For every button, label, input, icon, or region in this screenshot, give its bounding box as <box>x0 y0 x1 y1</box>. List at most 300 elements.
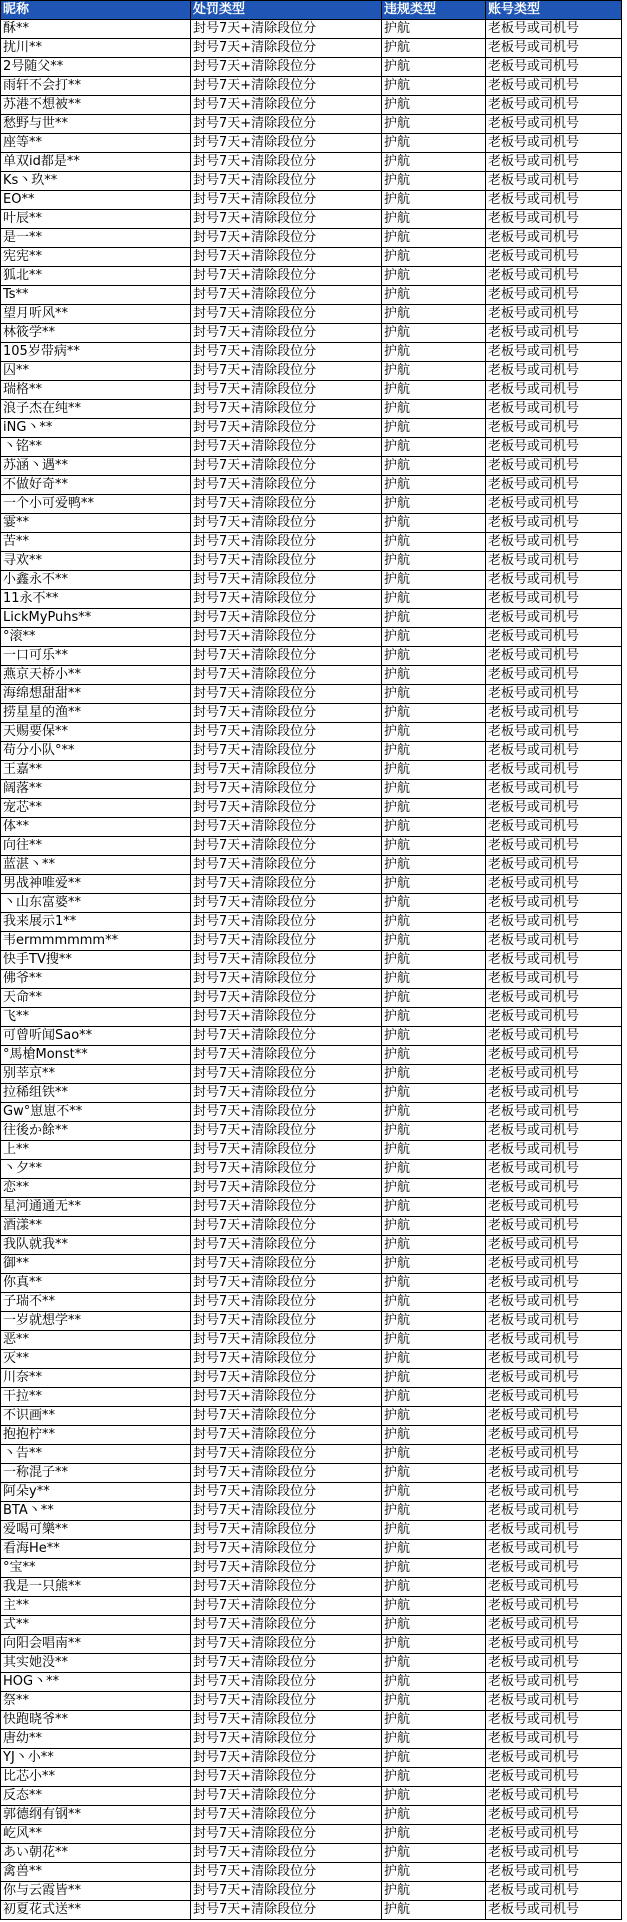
table-row <box>1 704 622 723</box>
cell-violation-type: 护航 <box>382 742 486 761</box>
cell-penalty-type: 封号7天+清除段位分 <box>191 1046 382 1065</box>
cell-violation-type: 护航 <box>382 1236 486 1255</box>
cell-account-type: 老板号或司机号 <box>486 1369 622 1388</box>
cell-violation-type: 护航 <box>382 571 486 590</box>
cell-account-type: 老板号或司机号 <box>486 1502 622 1521</box>
cell-penalty-type: 封号7天+清除段位分 <box>191 1578 382 1597</box>
cell-account-type: 老板号或司机号 <box>486 1540 622 1559</box>
cell-account-type: 老板号或司机号 <box>486 1122 622 1141</box>
cell-penalty-type: 封号7天+清除段位分 <box>191 799 382 818</box>
header-row <box>1 1 622 20</box>
cell-nickname: 看海He** <box>1 1540 191 1559</box>
cell-violation-type: 护航 <box>382 1293 486 1312</box>
cell-penalty-type: 封号7天+清除段位分 <box>191 932 382 951</box>
cell-violation-type: 护航 <box>382 704 486 723</box>
cell-account-type: 老板号或司机号 <box>486 723 622 742</box>
table-row <box>1 1369 622 1388</box>
cell-violation-type: 护航 <box>382 267 486 286</box>
table-row <box>1 1274 622 1293</box>
cell-account-type: 老板号或司机号 <box>486 1559 622 1578</box>
table-row <box>1 1426 622 1445</box>
cell-penalty-type: 封号7天+清除段位分 <box>191 1293 382 1312</box>
table-row <box>1 1521 622 1540</box>
cell-nickname: °滚** <box>1 628 191 647</box>
table-row <box>1 647 622 666</box>
cell-nickname: 恶** <box>1 1331 191 1350</box>
table-row <box>1 1768 622 1787</box>
cell-penalty-type: 封号7天+清除段位分 <box>191 951 382 970</box>
cell-penalty-type: 封号7天+清除段位分 <box>191 1882 382 1901</box>
cell-penalty-type: 封号7天+清除段位分 <box>191 305 382 324</box>
cell-penalty-type: 封号7天+清除段位分 <box>191 837 382 856</box>
cell-account-type: 老板号或司机号 <box>486 552 622 571</box>
cell-nickname: 反态** <box>1 1787 191 1806</box>
cell-account-type: 老板号或司机号 <box>486 875 622 894</box>
cell-violation-type: 护航 <box>382 1806 486 1825</box>
table-row <box>1 1483 622 1502</box>
cell-nickname: °馬槍Monst** <box>1 1046 191 1065</box>
table-row <box>1 514 622 533</box>
cell-violation-type: 护航 <box>382 286 486 305</box>
cell-nickname: 酥** <box>1 20 191 39</box>
cell-penalty-type: 封号7天+清除段位分 <box>191 419 382 438</box>
cell-penalty-type: 封号7天+清除段位分 <box>191 438 382 457</box>
cell-violation-type: 护航 <box>382 305 486 324</box>
cell-violation-type: 护航 <box>382 1635 486 1654</box>
cell-violation-type: 护航 <box>382 1426 486 1445</box>
cell-nickname: EO** <box>1 191 191 210</box>
cell-violation-type: 护航 <box>382 1768 486 1787</box>
cell-violation-type: 护航 <box>382 1122 486 1141</box>
table-row <box>1 1046 622 1065</box>
cell-violation-type: 护航 <box>382 1103 486 1122</box>
cell-violation-type: 护航 <box>382 894 486 913</box>
table-row <box>1 343 622 362</box>
cell-violation-type: 护航 <box>382 780 486 799</box>
cell-violation-type: 护航 <box>382 1597 486 1616</box>
cell-account-type: 老板号或司机号 <box>486 837 622 856</box>
cell-account-type: 老板号或司机号 <box>486 419 622 438</box>
cell-violation-type: 护航 <box>382 438 486 457</box>
cell-penalty-type: 封号7天+清除段位分 <box>191 58 382 77</box>
cell-violation-type: 护航 <box>382 210 486 229</box>
table-row <box>1 39 622 58</box>
cell-violation-type: 护航 <box>382 1654 486 1673</box>
cell-account-type: 老板号或司机号 <box>486 970 622 989</box>
cell-violation-type: 护航 <box>382 1844 486 1863</box>
cell-account-type: 老板号或司机号 <box>486 153 622 172</box>
cell-penalty-type: 封号7天+清除段位分 <box>191 1407 382 1426</box>
table-row <box>1 457 622 476</box>
cell-nickname: 屹风** <box>1 1825 191 1844</box>
table-row <box>1 685 622 704</box>
cell-nickname: 恋** <box>1 1179 191 1198</box>
cell-violation-type: 护航 <box>382 1559 486 1578</box>
cell-nickname: 你真** <box>1 1274 191 1293</box>
cell-penalty-type: 封号7天+清除段位分 <box>191 1863 382 1882</box>
cell-violation-type: 护航 <box>382 457 486 476</box>
cell-account-type: 老板号或司机号 <box>486 685 622 704</box>
cell-violation-type: 护航 <box>382 723 486 742</box>
cell-account-type: 老板号或司机号 <box>486 533 622 552</box>
cell-penalty-type: 封号7天+清除段位分 <box>191 1654 382 1673</box>
cell-violation-type: 护航 <box>382 362 486 381</box>
cell-nickname: 一口可乐** <box>1 647 191 666</box>
cell-violation-type: 护航 <box>382 970 486 989</box>
cell-account-type: 老板号或司机号 <box>486 381 622 400</box>
cell-violation-type: 护航 <box>382 1483 486 1502</box>
cell-account-type: 老板号或司机号 <box>486 1692 622 1711</box>
table-row <box>1 1673 622 1692</box>
cell-penalty-type: 封号7天+清除段位分 <box>191 571 382 590</box>
cell-nickname: 单双id都是** <box>1 153 191 172</box>
table-row <box>1 856 622 875</box>
table-row <box>1 666 622 685</box>
cell-account-type: 老板号或司机号 <box>486 780 622 799</box>
cell-account-type: 老板号或司机号 <box>486 58 622 77</box>
cell-nickname: 105岁带病** <box>1 343 191 362</box>
cell-account-type: 老板号或司机号 <box>486 666 622 685</box>
cell-nickname: 霎** <box>1 514 191 533</box>
cell-account-type: 老板号或司机号 <box>486 1597 622 1616</box>
cell-account-type: 老板号或司机号 <box>486 1483 622 1502</box>
cell-penalty-type: 封号7天+清除段位分 <box>191 704 382 723</box>
cell-nickname: 愁野与世** <box>1 115 191 134</box>
table-row <box>1 229 622 248</box>
cell-violation-type: 护航 <box>382 1084 486 1103</box>
cell-nickname: 小鑫永不** <box>1 571 191 590</box>
cell-nickname: 佛爷** <box>1 970 191 989</box>
cell-violation-type: 护航 <box>382 799 486 818</box>
table-row <box>1 1654 622 1673</box>
cell-nickname: 宠芯** <box>1 799 191 818</box>
cell-nickname: 11永不** <box>1 590 191 609</box>
cell-nickname: iNG丶** <box>1 419 191 438</box>
cell-nickname: 扰川** <box>1 39 191 58</box>
cell-nickname: 阔落** <box>1 780 191 799</box>
cell-nickname: 干拉** <box>1 1388 191 1407</box>
cell-nickname: HOG丶** <box>1 1673 191 1692</box>
table-row <box>1 1825 622 1844</box>
cell-account-type: 老板号或司机号 <box>486 1160 622 1179</box>
table-row <box>1 476 622 495</box>
table-row <box>1 191 622 210</box>
cell-account-type: 老板号或司机号 <box>486 115 622 134</box>
cell-nickname: 御** <box>1 1255 191 1274</box>
cell-penalty-type: 封号7天+清除段位分 <box>191 1445 382 1464</box>
cell-nickname: 丶铭** <box>1 438 191 457</box>
cell-violation-type: 护航 <box>382 1540 486 1559</box>
cell-nickname: 抱抱柠** <box>1 1426 191 1445</box>
table-row <box>1 324 622 343</box>
cell-violation-type: 护航 <box>382 552 486 571</box>
cell-violation-type: 护航 <box>382 1749 486 1768</box>
cell-penalty-type: 封号7天+清除段位分 <box>191 1160 382 1179</box>
table-row <box>1 1388 622 1407</box>
cell-penalty-type: 封号7天+清除段位分 <box>191 1692 382 1711</box>
cell-penalty-type: 封号7天+清除段位分 <box>191 476 382 495</box>
table-row <box>1 951 622 970</box>
cell-nickname: 座等** <box>1 134 191 153</box>
table-row <box>1 1730 622 1749</box>
cell-account-type: 老板号或司机号 <box>486 210 622 229</box>
table-row <box>1 1255 622 1274</box>
cell-account-type: 老板号或司机号 <box>486 39 622 58</box>
table-row <box>1 1882 622 1901</box>
cell-penalty-type: 封号7天+清除段位分 <box>191 1730 382 1749</box>
cell-penalty-type: 封号7天+清除段位分 <box>191 1312 382 1331</box>
cell-nickname: 男战神唯爱** <box>1 875 191 894</box>
cell-nickname: 酒漾** <box>1 1217 191 1236</box>
table-row <box>1 20 622 39</box>
cell-nickname: 祭** <box>1 1692 191 1711</box>
cell-nickname: 星河通通无** <box>1 1198 191 1217</box>
table-row <box>1 989 622 1008</box>
cell-penalty-type: 封号7天+清除段位分 <box>191 1255 382 1274</box>
cell-nickname: LickMyPuhs** <box>1 609 191 628</box>
cell-penalty-type: 封号7天+清除段位分 <box>191 1198 382 1217</box>
table-row <box>1 210 622 229</box>
cell-nickname: 灭** <box>1 1350 191 1369</box>
cell-nickname: YJ丶小** <box>1 1749 191 1768</box>
table-row <box>1 58 622 77</box>
cell-penalty-type: 封号7天+清除段位分 <box>191 1084 382 1103</box>
cell-account-type: 老板号或司机号 <box>486 1027 622 1046</box>
cell-nickname: 蓝湛丶** <box>1 856 191 875</box>
cell-violation-type: 护航 <box>382 761 486 780</box>
table-row <box>1 1065 622 1084</box>
cell-account-type: 老板号或司机号 <box>486 1236 622 1255</box>
cell-account-type: 老板号或司机号 <box>486 894 622 913</box>
cell-violation-type: 护航 <box>382 1141 486 1160</box>
table-row <box>1 1179 622 1198</box>
cell-violation-type: 护航 <box>382 134 486 153</box>
cell-account-type: 老板号或司机号 <box>486 1198 622 1217</box>
table-row <box>1 1806 622 1825</box>
cell-account-type: 老板号或司机号 <box>486 286 622 305</box>
table-row <box>1 1863 622 1882</box>
cell-penalty-type: 封号7天+清除段位分 <box>191 875 382 894</box>
cell-penalty-type: 封号7天+清除段位分 <box>191 1179 382 1198</box>
cell-nickname: 叶辰** <box>1 210 191 229</box>
cell-violation-type: 护航 <box>382 1578 486 1597</box>
cell-penalty-type: 封号7天+清除段位分 <box>191 1540 382 1559</box>
cell-nickname: 主** <box>1 1597 191 1616</box>
header-violation-type: 违规类型 <box>382 1 486 20</box>
cell-violation-type: 护航 <box>382 1350 486 1369</box>
cell-account-type: 老板号或司机号 <box>486 20 622 39</box>
table-row <box>1 761 622 780</box>
cell-penalty-type: 封号7天+清除段位分 <box>191 267 382 286</box>
table-row <box>1 362 622 381</box>
cell-violation-type: 护航 <box>382 1217 486 1236</box>
cell-nickname: 狐北** <box>1 267 191 286</box>
cell-penalty-type: 封号7天+清除段位分 <box>191 1065 382 1084</box>
cell-nickname: 其实她没** <box>1 1654 191 1673</box>
cell-penalty-type: 封号7天+清除段位分 <box>191 1350 382 1369</box>
cell-violation-type: 护航 <box>382 818 486 837</box>
cell-penalty-type: 封号7天+清除段位分 <box>191 685 382 704</box>
cell-account-type: 老板号或司机号 <box>486 1825 622 1844</box>
cell-account-type: 老板号或司机号 <box>486 799 622 818</box>
cell-account-type: 老板号或司机号 <box>486 628 622 647</box>
cell-account-type: 老板号或司机号 <box>486 818 622 837</box>
cell-nickname: 海绵想甜甜** <box>1 685 191 704</box>
cell-account-type: 老板号或司机号 <box>486 248 622 267</box>
cell-account-type: 老板号或司机号 <box>486 913 622 932</box>
table-row <box>1 1198 622 1217</box>
cell-nickname: 爱喝可樂** <box>1 1521 191 1540</box>
cell-violation-type: 护航 <box>382 1730 486 1749</box>
cell-nickname: 雨轩不会打** <box>1 77 191 96</box>
cell-nickname: 向阳会唱南** <box>1 1635 191 1654</box>
cell-penalty-type: 封号7天+清除段位分 <box>191 191 382 210</box>
cell-account-type: 老板号或司机号 <box>486 1844 622 1863</box>
cell-penalty-type: 封号7天+清除段位分 <box>191 552 382 571</box>
table-row <box>1 1027 622 1046</box>
cell-account-type: 老板号或司机号 <box>486 1312 622 1331</box>
cell-account-type: 老板号或司机号 <box>486 590 622 609</box>
table-row <box>1 533 622 552</box>
cell-penalty-type: 封号7天+清除段位分 <box>191 1521 382 1540</box>
table-row <box>1 1141 622 1160</box>
cell-nickname: 丶夕** <box>1 1160 191 1179</box>
cell-account-type: 老板号或司机号 <box>486 1293 622 1312</box>
cell-penalty-type: 封号7天+清除段位分 <box>191 647 382 666</box>
cell-nickname: 燕京天桥小** <box>1 666 191 685</box>
cell-violation-type: 护航 <box>382 20 486 39</box>
table-row <box>1 818 622 837</box>
cell-account-type: 老板号或司机号 <box>486 1103 622 1122</box>
cell-nickname: 郭德纲有钢** <box>1 1806 191 1825</box>
cell-penalty-type: 封号7天+清除段位分 <box>191 1236 382 1255</box>
cell-nickname: 王嘉** <box>1 761 191 780</box>
cell-account-type: 老板号或司机号 <box>486 305 622 324</box>
cell-nickname: 丶告** <box>1 1445 191 1464</box>
cell-penalty-type: 封号7天+清除段位分 <box>191 514 382 533</box>
cell-nickname: 别莘京** <box>1 1065 191 1084</box>
cell-penalty-type: 封号7天+清除段位分 <box>191 400 382 419</box>
cell-nickname: BTA丶** <box>1 1502 191 1521</box>
cell-penalty-type: 封号7天+清除段位分 <box>191 1483 382 1502</box>
cell-penalty-type: 封号7天+清除段位分 <box>191 533 382 552</box>
cell-penalty-type: 封号7天+清除段位分 <box>191 723 382 742</box>
cell-nickname: °宝** <box>1 1559 191 1578</box>
cell-penalty-type: 封号7天+清除段位分 <box>191 1711 382 1730</box>
cell-nickname: 望月听风** <box>1 305 191 324</box>
cell-violation-type: 护航 <box>382 77 486 96</box>
table-row <box>1 1635 622 1654</box>
cell-nickname: 寻欢** <box>1 552 191 571</box>
cell-violation-type: 护航 <box>382 1692 486 1711</box>
header-account-type: 账号类型 <box>486 1 622 20</box>
cell-nickname: 一称混子** <box>1 1464 191 1483</box>
cell-violation-type: 护航 <box>382 514 486 533</box>
cell-violation-type: 护航 <box>382 229 486 248</box>
cell-nickname: 一岁就想学** <box>1 1312 191 1331</box>
cell-penalty-type: 封号7天+清除段位分 <box>191 1768 382 1787</box>
table-row <box>1 1445 622 1464</box>
cell-account-type: 老板号或司机号 <box>486 1217 622 1236</box>
table-row <box>1 381 622 400</box>
cell-penalty-type: 封号7天+清除段位分 <box>191 115 382 134</box>
cell-violation-type: 护航 <box>382 628 486 647</box>
cell-penalty-type: 封号7天+清除段位分 <box>191 1806 382 1825</box>
cell-violation-type: 护航 <box>382 609 486 628</box>
cell-account-type: 老板号或司机号 <box>486 1179 622 1198</box>
cell-account-type: 老板号或司机号 <box>486 932 622 951</box>
cell-penalty-type: 封号7天+清除段位分 <box>191 1502 382 1521</box>
cell-penalty-type: 封号7天+清除段位分 <box>191 172 382 191</box>
cell-account-type: 老板号或司机号 <box>486 172 622 191</box>
cell-penalty-type: 封号7天+清除段位分 <box>191 286 382 305</box>
cell-account-type: 老板号或司机号 <box>486 1768 622 1787</box>
table-row <box>1 913 622 932</box>
cell-penalty-type: 封号7天+清除段位分 <box>191 1103 382 1122</box>
cell-nickname: 初夏花式送** <box>1 1901 191 1920</box>
cell-account-type: 老板号或司机号 <box>486 1407 622 1426</box>
cell-account-type: 老板号或司机号 <box>486 1654 622 1673</box>
cell-penalty-type: 封号7天+清除段位分 <box>191 248 382 267</box>
cell-account-type: 老板号或司机号 <box>486 704 622 723</box>
table-row <box>1 837 622 856</box>
cell-penalty-type: 封号7天+清除段位分 <box>191 153 382 172</box>
cell-nickname: 体** <box>1 818 191 837</box>
cell-violation-type: 护航 <box>382 1825 486 1844</box>
cell-violation-type: 护航 <box>382 1046 486 1065</box>
cell-violation-type: 护航 <box>382 248 486 267</box>
cell-violation-type: 护航 <box>382 96 486 115</box>
table-row <box>1 1844 622 1863</box>
cell-account-type: 老板号或司机号 <box>486 609 622 628</box>
cell-violation-type: 护航 <box>382 1198 486 1217</box>
cell-violation-type: 护航 <box>382 58 486 77</box>
table-row <box>1 419 622 438</box>
cell-penalty-type: 封号7天+清除段位分 <box>191 1597 382 1616</box>
cell-violation-type: 护航 <box>382 685 486 704</box>
cell-penalty-type: 封号7天+清除段位分 <box>191 818 382 837</box>
cell-nickname: Gw°崽崽不** <box>1 1103 191 1122</box>
cell-account-type: 老板号或司机号 <box>486 1084 622 1103</box>
cell-account-type: 老板号或司机号 <box>486 1141 622 1160</box>
cell-penalty-type: 封号7天+清除段位分 <box>191 96 382 115</box>
cell-account-type: 老板号或司机号 <box>486 647 622 666</box>
cell-penalty-type: 封号7天+清除段位分 <box>191 134 382 153</box>
cell-account-type: 老板号或司机号 <box>486 571 622 590</box>
cell-nickname: 我来展示1** <box>1 913 191 932</box>
cell-nickname: あい朝花** <box>1 1844 191 1863</box>
cell-nickname: 我队就我** <box>1 1236 191 1255</box>
cell-nickname: 不识画** <box>1 1407 191 1426</box>
cell-penalty-type: 封号7天+清除段位分 <box>191 1426 382 1445</box>
cell-account-type: 老板号或司机号 <box>486 1730 622 1749</box>
cell-account-type: 老板号或司机号 <box>486 514 622 533</box>
table-row <box>1 248 622 267</box>
cell-nickname: Ks丶玖** <box>1 172 191 191</box>
cell-penalty-type: 封号7天+清除段位分 <box>191 1027 382 1046</box>
table-row <box>1 305 622 324</box>
cell-nickname: 2号随父** <box>1 58 191 77</box>
cell-account-type: 老板号或司机号 <box>486 1616 622 1635</box>
cell-nickname: 苦** <box>1 533 191 552</box>
table-row <box>1 1787 622 1806</box>
cell-violation-type: 护航 <box>382 1331 486 1350</box>
cell-penalty-type: 封号7天+清除段位分 <box>191 894 382 913</box>
cell-violation-type: 护航 <box>382 1863 486 1882</box>
cell-account-type: 老板号或司机号 <box>486 742 622 761</box>
table-row <box>1 875 622 894</box>
cell-nickname: 上** <box>1 1141 191 1160</box>
